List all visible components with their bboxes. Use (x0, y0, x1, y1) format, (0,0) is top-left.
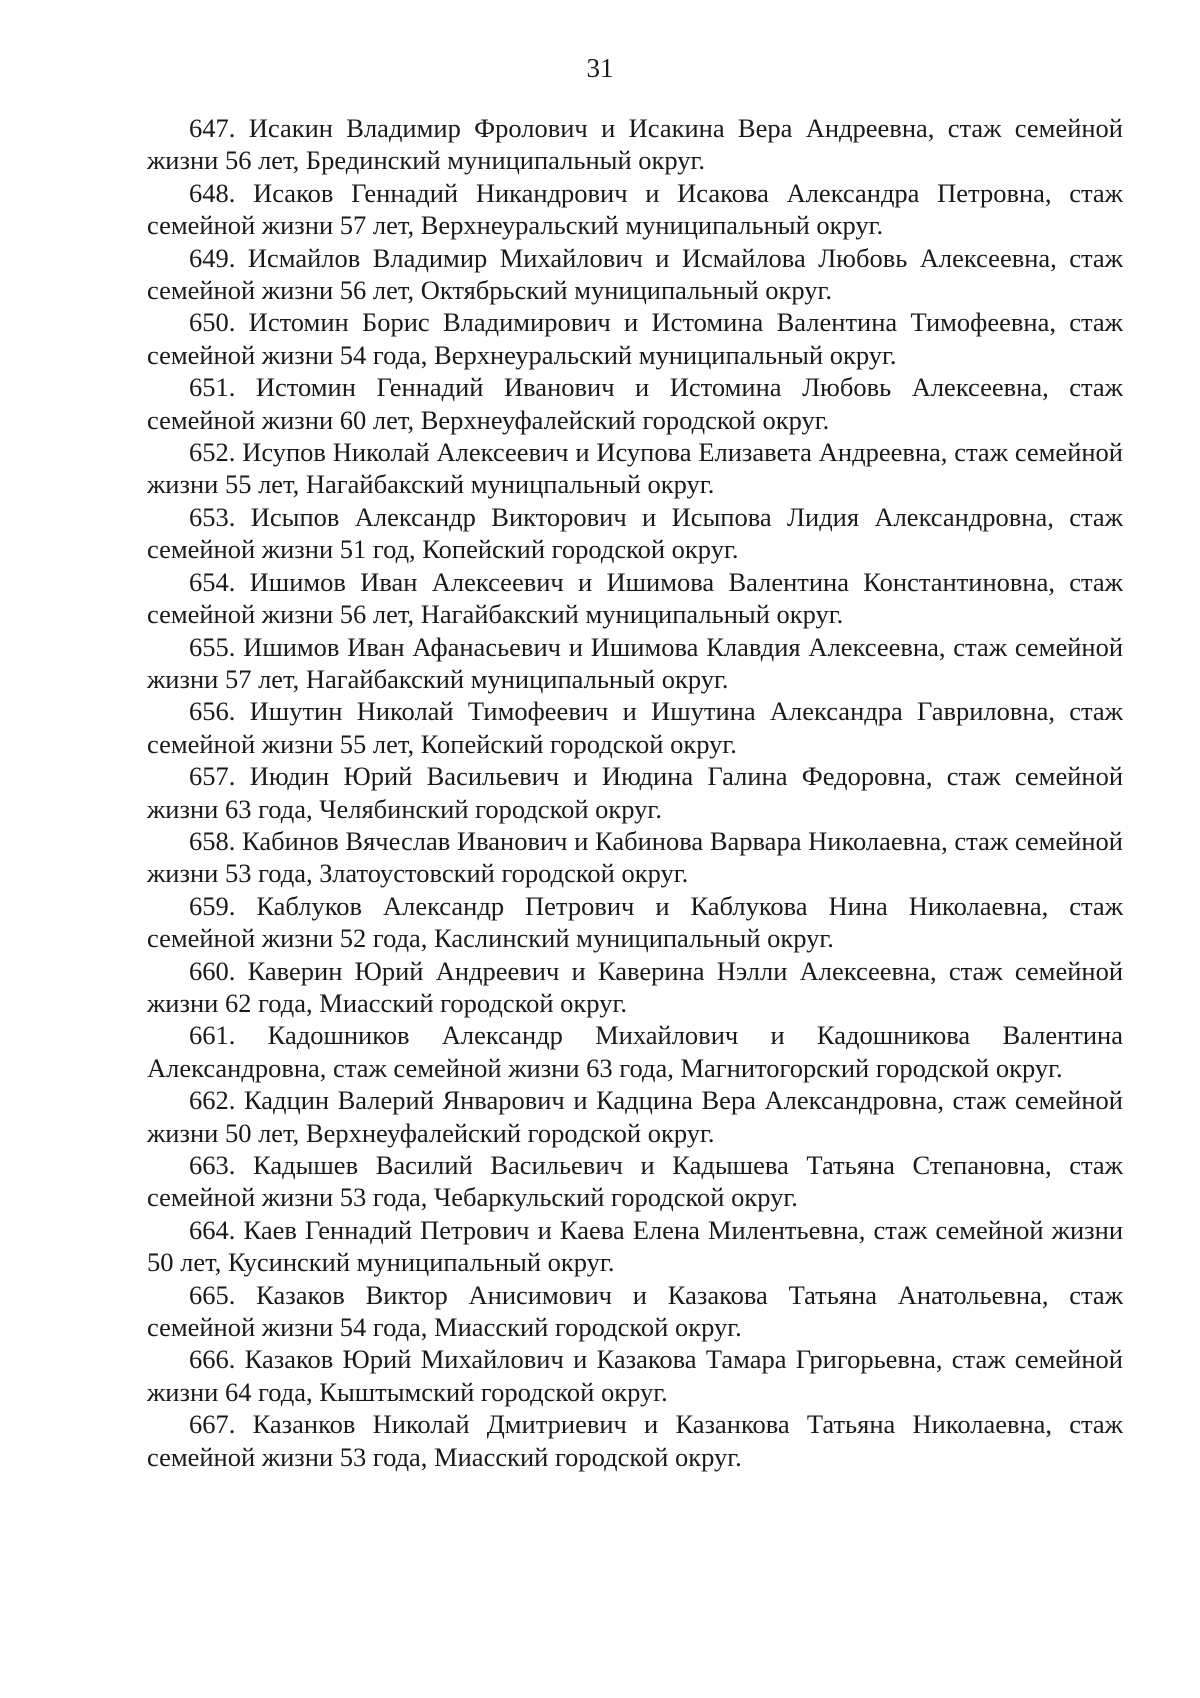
list-item: 666. Казаков Юрий Михайлович и Казакова Тамара Григорьевна, стаж семейной жизни 64 года, Кыштымский городской округ. (147, 1344, 1123, 1407)
list-item: 653. Исыпов Александр Викторович и Исыпова Лидия Александровна, стаж семейной жизни 51 год, Копейский городской округ. (147, 501, 1123, 565)
list-item: 647. Исакин Владимир Фролович и Исакина Вера Андреевна, стаж семейной жизни 56 лет, Брединский муниципальный округ. (147, 113, 1123, 176)
list-item: 663. Кадышев Василий Васильевич и Кадышева Татьяна Степановна, стаж семейной жизни 53 года, Чебаркульский городской округ. (147, 1150, 1123, 1213)
list-item: 658. Кабинов Вячеслав Иванович и Кабинова Варвара Николаевна, стаж семейной жизни 53 года, Златоустовский городской округ. (147, 825, 1123, 889)
list-item: 661. Кадошников Александр Михайлович и Кадошникова Валентина Александровна, стаж семейной жизни 63 года, Магнитогорский городской округ. (147, 1020, 1123, 1083)
list-item: 662. Кадцин Валерий Январович и Кадцина Вера Александровна, стаж семейной жизни 50 лет, Верхнеуфалейский городской округ. (147, 1085, 1123, 1148)
list-item: 652. Исупов Николай Алексеевич и Исупова Елизавета Андреевна, стаж семейной жизни 55 лет, Нагайбакский муницпальный округ. (147, 437, 1123, 500)
entry-list (147, 112, 1123, 1473)
list-item: 656. Ишутин Николай Тимофеевич и Ишутина Александра Гавриловна, стаж семейной жизни 55 лет, Копейский городской округ. (147, 696, 1123, 759)
list-item: 665. Казаков Виктор Анисимович и Казакова Татьяна Анатольевна, стаж семейной жизни 54 года, Миасский городской округ. (147, 1279, 1123, 1343)
list-item: 659. Каблуков Александр Петрович и Каблукова Нина Николаевна, стаж семейной жизни 52 года, Каслинский муниципальный округ. (147, 890, 1123, 954)
list-item: 648. Исаков Геннадий Никандрович и Исакова Александра Петровна, стаж семейной жизни 57 лет, Верхнеуральский муниципальный округ. (147, 177, 1123, 241)
list-item: 664. Каев Геннадий Петрович и Каева Елена Милентьевна, стаж семейной жизни 50 лет, Кусинский муниципальный округ. (147, 1214, 1123, 1278)
list-item: 657. Июдин Юрий Васильевич и Июдина Галина Федоровна, стаж семейной жизни 63 года, Челябинский городской округ. (147, 761, 1123, 824)
list-item: 650. Истомин Борис Владимирович и Истомина Валентина Тимофеевна, стаж семейной жизни 54 года, Верхнеуральский муниципальный округ. (147, 307, 1123, 370)
list-item: 654. Ишимов Иван Алексеевич и Ишимова Валентина Константиновна, стаж семейной жизни 56 лет, Нагайбакский муниципальный округ. (147, 566, 1123, 630)
list-item: 660. Каверин Юрий Андреевич и Каверина Нэлли Алексеевна, стаж семейной жизни 62 года, Миасский городской округ. (147, 955, 1123, 1018)
page-number: 31 (586, 53, 614, 83)
list-item: 651. Истомин Геннадий Иванович и Истомина Любовь Алексеевна, стаж семейной жизни 60 лет, Верхнеуфалейский городской округ. (147, 372, 1123, 435)
list-item: 655. Ишимов Иван Афанасьевич и Ишимова Клавдия Алексеевна, стаж семейной жизни 57 лет, Нагайбакский муниципальный округ. (147, 631, 1123, 694)
list-item: 649. Исмайлов Владимир Михайлович и Исмайлова Любовь Алексеевна, стаж семейной жизни 56 лет, Октябрьский муниципальный округ. (147, 242, 1123, 306)
list-item: 667. Казанков Николай Дмитриевич и Казанкова Татьяна Николаевна, стаж семейной жизни 53 года, Миасский городской округ. (147, 1409, 1123, 1472)
